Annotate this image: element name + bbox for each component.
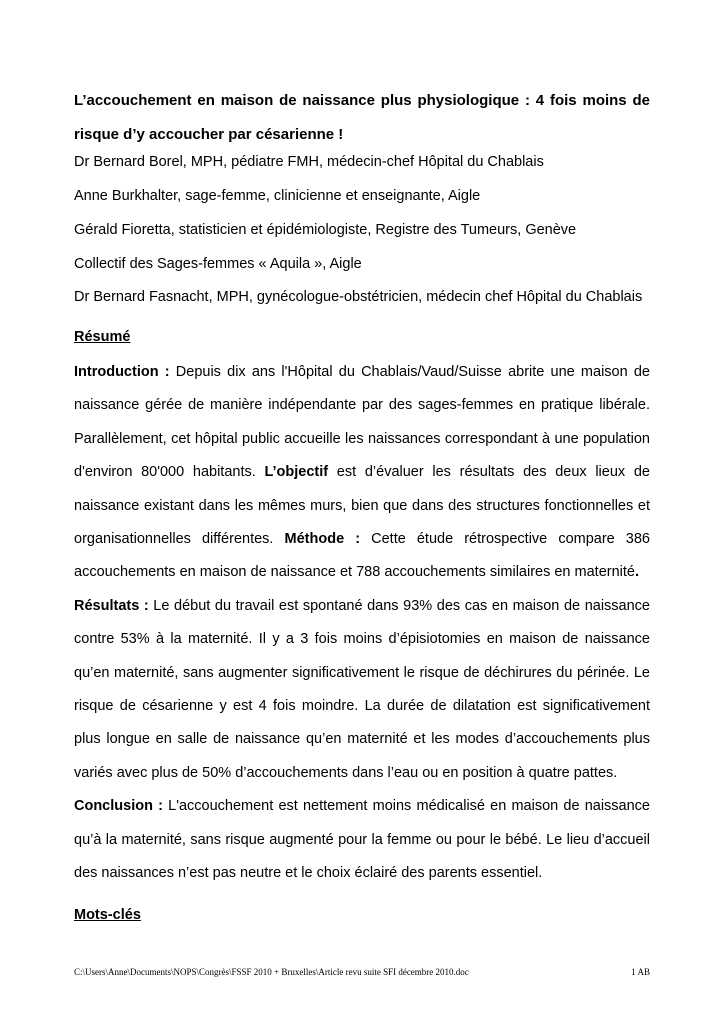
objectif-text: est d’évaluer les résultats des deux lieux de naissance existant dans les mêmes murs, bien que dans des structures fonctionnelles et organisationnelles différentes. (74, 464, 650, 548)
resume-heading: Résumé (74, 329, 131, 345)
conclusion-text: L'accouchement est nettement moins médicalisé en maison de naissance qu’à la maternité, sans risque augmenté pour la femme ou pour le bébé. Le lieu d’accueil des naissances n’est pas neutre et le choix éclairé des parents essentiel. (74, 798, 650, 882)
methode-end: . (634, 564, 639, 581)
author-line: Gérald Fioretta, statisticien et épidémiologiste, Registre des Tumeurs, Genève (74, 222, 577, 238)
footer-file-path: C:\Users\Anne\Documents\NOPS\Congrès\FSSF 2010 + Bruxelles\Article revu suite SFI décembre 2010.doc (74, 967, 469, 977)
methode-label: Méthode : (284, 531, 361, 548)
article-title: L’accouchement en maison de naissance plus physiologique : 4 fois moins de risque d’y accoucher par césarienne ! (74, 92, 650, 143)
conclusion-label: Conclusion : (74, 798, 163, 815)
author-line: Anne Burkhalter, sage-femme, clinicienne et enseignante, Aigle (74, 188, 481, 204)
author-line: Dr Bernard Borel, MPH, pédiatre FMH, médecin-chef Hôpital du Chablais (74, 154, 544, 170)
objectif-label: L’objectif (264, 464, 329, 481)
resultats-text: Le début du travail est spontané dans 93% des cas en maison de naissance contre 53% à la maternité. Il y a 3 fois moins d’épisiotomies en maison de naissance qu’en maternité, sans augmenter significativement le risque de déchirures du périnée. Le risque de césarienne y est 4 fois moindre. La durée de dilatation est significativement plus longue en salle de naissance qu’en maternité et les modes d’accouchements plus variés avec plus de 50% d’accouchements dans l’eau ou en position à quatre pattes. (74, 597, 650, 781)
author-line: Collectif des Sages-femmes « Aquila », Aigle (74, 256, 362, 272)
author-line: Dr Bernard Fasnacht, MPH, gynécologue-obstétricien, médecin chef Hôpital du Chablais (74, 289, 643, 305)
footer-page-number: 1 AB (631, 967, 650, 977)
abstract-body (74, 356, 650, 891)
intro-text: Depuis dix ans l'Hôpital du Chablais/Vaud/Suisse abrite une maison de naissance gérée de manière indépendante par des sages-femmes en pratique libérale. Parallèlement, cet hôpital public accueille les naissances correspondant à une population d'environ 80'000 habitants. (74, 364, 650, 481)
methode-text: Cette étude rétrospective compare 386 accouchements en maison de naissance et 788 accouchements similaires en maternité (74, 531, 650, 581)
abstract-paragraph (74, 356, 650, 891)
resultats-label: Résultats : (74, 597, 149, 614)
intro-label: Introduction : (74, 364, 170, 380)
keywords-heading: Mots-clés (74, 907, 141, 923)
